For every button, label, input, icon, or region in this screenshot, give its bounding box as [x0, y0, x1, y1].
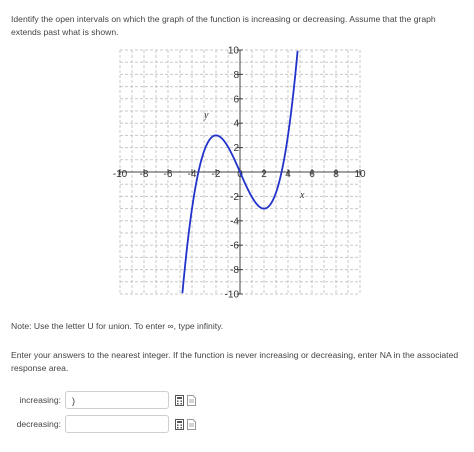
y-tick-label: -4 — [230, 216, 239, 228]
y-axis-label: y — [204, 110, 209, 121]
function-graph — [108, 44, 372, 300]
x-tick-label: -6 — [163, 169, 173, 180]
y-tick-label: 4 — [233, 118, 239, 130]
y-tick-label: -2 — [230, 191, 239, 203]
x-tick-label: -4 — [187, 169, 197, 180]
x-tick-label: 8 — [333, 169, 339, 180]
decreasing-label: decreasing: — [16, 419, 61, 429]
increasing-label: increasing: — [19, 395, 61, 405]
x-tick-label: -8 — [139, 169, 149, 180]
x-tick-label: 10 — [354, 169, 366, 180]
x-tick-label: 6 — [309, 169, 315, 180]
question-prompt: Identify the open intervals on which the graph of the function is increasing or decreasing. Assume that the graph extends past what is shown. — [11, 14, 436, 37]
x-tick-label: 0 — [237, 169, 243, 180]
document-icon[interactable] — [187, 419, 196, 430]
calculator-keypad-icon[interactable] — [175, 395, 184, 406]
increasing-row — [11, 390, 196, 410]
x-tick-label: -2 — [211, 169, 221, 180]
graph-svg — [108, 44, 372, 300]
x-tick-label: 2 — [261, 169, 267, 180]
x-tick-label: -10 — [112, 169, 128, 180]
y-tick-label: 10 — [227, 45, 239, 57]
calculator-keypad-icon[interactable] — [175, 419, 184, 430]
union-note: Note: Use the letter U for union. To enter ∞, type infinity. — [11, 321, 224, 331]
increasing-input[interactable]: ) — [65, 391, 169, 409]
answer-instructions: Enter your answers to the nearest integer. If the function is never increasing or decreasing, enter NA in the associated response area. — [11, 350, 459, 373]
x-tick-label: 4 — [285, 169, 291, 180]
y-tick-label: -8 — [230, 265, 239, 277]
document-icon[interactable] — [187, 395, 196, 406]
y-tick-label: 2 — [233, 143, 239, 155]
x-axis-label: x — [300, 190, 305, 201]
y-tick-label: -10 — [224, 289, 239, 300]
y-tick-label: 8 — [233, 69, 239, 81]
decreasing-row — [11, 414, 196, 434]
decreasing-input[interactable] — [65, 415, 169, 433]
y-tick-label: 6 — [233, 94, 239, 106]
y-tick-label: -6 — [230, 240, 239, 252]
